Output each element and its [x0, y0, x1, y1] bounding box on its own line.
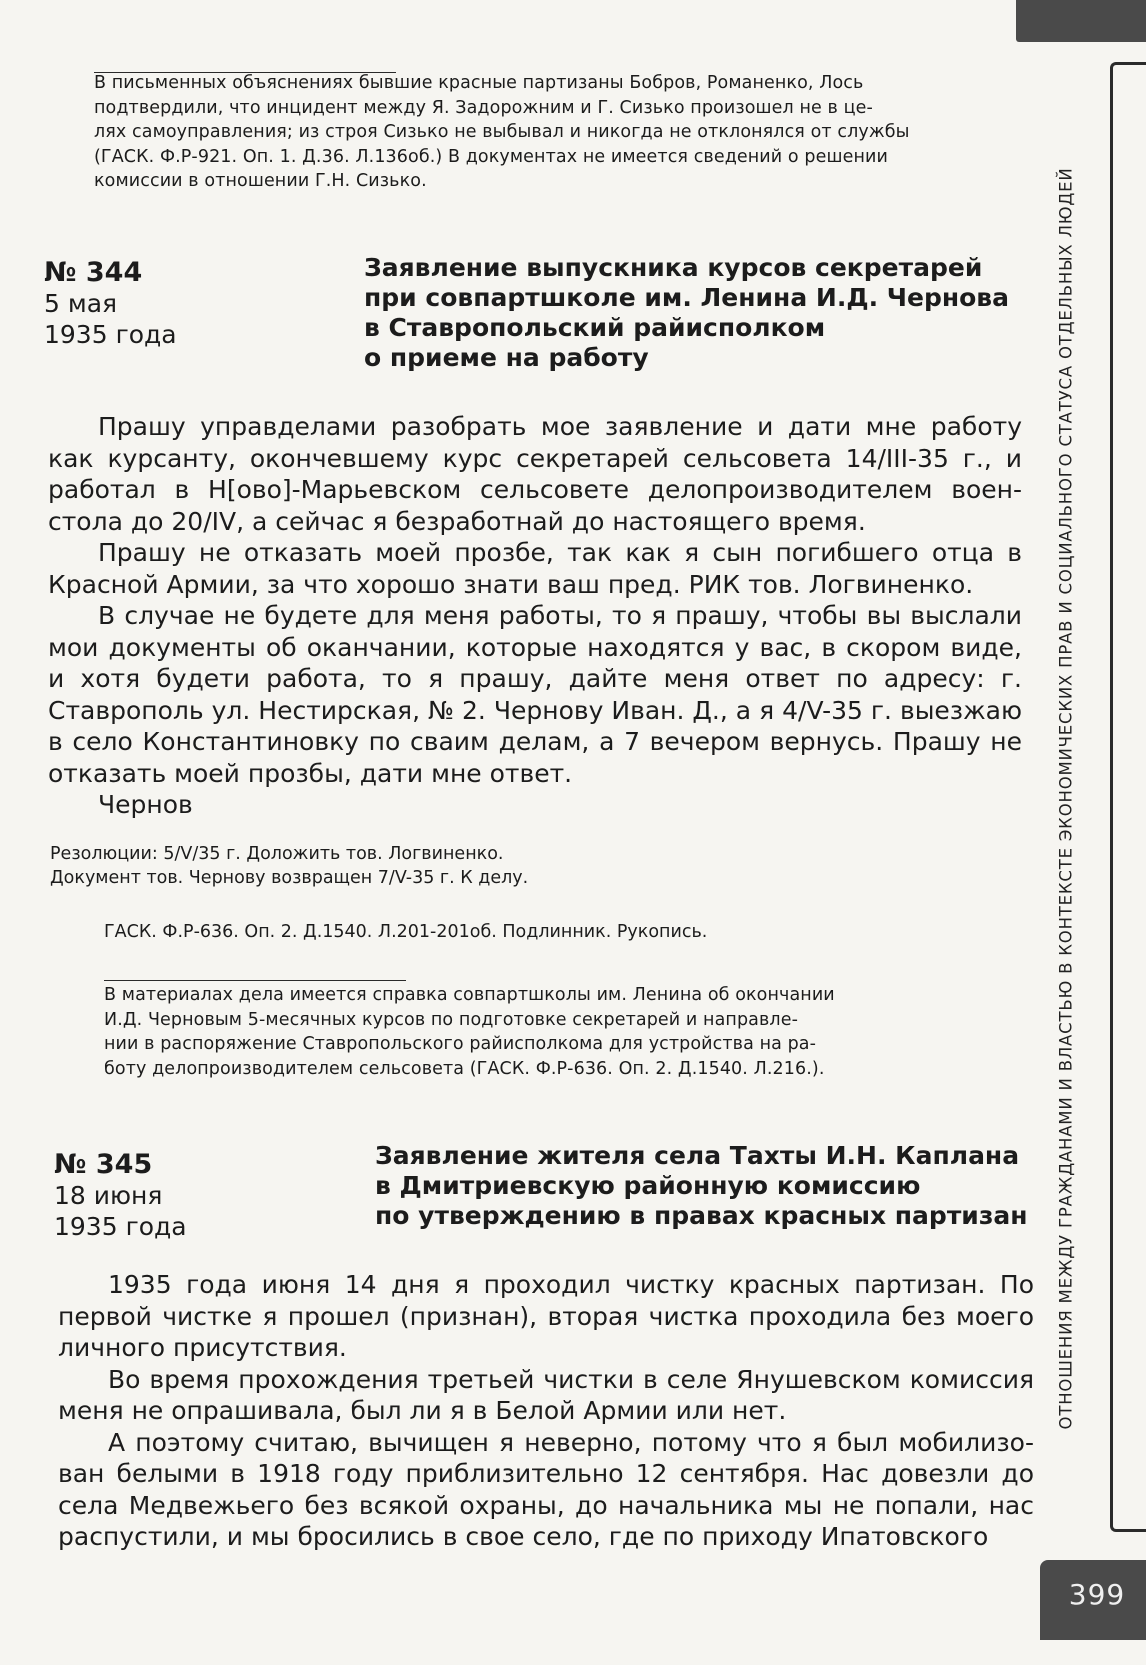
footnote-line: комиссии в отношении Г.Н. Сизько. [94, 171, 427, 191]
footnote-line: (ГАСК. Ф.Р-921. Оп. 1. Д.36. Л.136об.) В документах не имеется сведений о решении [94, 146, 888, 167]
title-line: Заявление жителя села Тахты И.Н. Каплана [375, 1141, 1020, 1170]
doc-344-body [48, 411, 1022, 821]
footnote-line: подтвердили, что инцидент между Я. Задорожним и Г. Сизько произошел не в це- [94, 97, 873, 118]
resolution-line: Документ тов. Чернову возвращен 7/V-35 г. К делу. [50, 868, 529, 888]
note-rule [104, 980, 406, 981]
title-line: по утверждению в правах красных партизан [375, 1201, 1028, 1230]
doc-345-heading [54, 1150, 354, 1242]
footnote-line: лях самоуправления; из строя Сизько не выбывал и никогда не отклонялся от службы [94, 122, 910, 142]
title-line: при совпартшколе им. Ленина И.Д. Чернова [364, 283, 1009, 312]
body-paragraph: Во время прохождения третьей чистки в селе Янушевском комиссия меня не опрашивала, был ли я в Белой Армии или нет. [58, 1364, 1034, 1425]
footnote-line: В письменных объяснениях бывшие красные партизаны Бобров, Романенко, Лось [94, 73, 864, 93]
doc-344-heading [44, 258, 344, 350]
resolution-block [50, 842, 970, 890]
page-number: 399 [1068, 1578, 1126, 1611]
doc-date-year: 1935 года [44, 320, 177, 349]
title-line: Заявление выпускника курсов секретарей [364, 253, 983, 282]
body-paragraph: 1935 года июня 14 дня я проходил чистку красных партизан. По первой чистке я прошел (признан), вторая чистка проходила без моего личного присутствия. [58, 1270, 1034, 1362]
running-title-text: ОТНОШЕНИЯ МЕЖДУ ГРАЖДАНАМИ И ВЛАСТЬЮ В КОНТЕКСТЕ ЭКОНОМИЧЕСКИХ ПРАВ И СОЦИАЛЬНОГО СТАТУСА ОТДЕЛЬНЫХ ЛЮДЕЙ [1056, 167, 1076, 1429]
doc-date-year: 1935 года [54, 1212, 187, 1241]
note-line: В материалах дела имеется справка совпартшколы им. Ленина об окончании [104, 985, 835, 1005]
top-tab-marker [1016, 0, 1146, 42]
running-title [1046, 58, 1086, 1538]
note-line: нии в распоряжение Ставропольского райисполкома для устройства на ра- [104, 1034, 817, 1054]
body-paragraph: В случае не будете для меня работы, то я прашу, чтобы вы выслали мои документы об оканчании, которые находятся у вас, в скором виде, и хотя будети работа, то я прашу, дайте меня ответ по адресу: г. Ставрополь ул. Нестирская, № 2. Чернову Иван. Д., а я 4/V-35 г. выезжаю в село Константиновку по сваим делам, а 7 вечером вернусь. Прашу не отказать моей прозбы, дати мне ответ. [48, 601, 1022, 788]
note-line: боту делопроизводителем сельсовета (ГАСК. Ф.Р-636. Оп. 2. Д.1540. Л.216.). [104, 1058, 825, 1079]
body-paragraph: А поэтому считаю, вычищен я неверно, потому что я был мобилизован белыми в 1918 году приблизительно 12 сентября. Нас довезли до села Медвежьего без всякой охраны, до начальника мы не попали, нас распустили, и мы бросились в свое село, где по приходу Ипатовского [58, 1427, 1034, 1551]
doc-344-note [104, 983, 1028, 1081]
body-paragraph: Прашу не отказать моей прозбе, так как я сын погибшего отца в Красной Армии, за что хорошо знати ваш пред. РИК тов. Логвиненко. [48, 538, 1022, 599]
title-line: в Ставропольский райисполком [364, 313, 826, 342]
footnote-top [94, 71, 1014, 194]
archive-reference: ГАСК. Ф.Р-636. Оп. 2. Д.1540. Л.201-201об. Подлинник. Рукопись. [104, 922, 708, 942]
doc-345-title [375, 1141, 1040, 1231]
title-line: в Дмитриевскую районную комиссию [375, 1171, 921, 1200]
doc-date-day: 18 июня [54, 1181, 163, 1210]
doc-number: № 345 [54, 1149, 153, 1180]
sidebar-frame [1110, 62, 1146, 1532]
title-line: о приеме на работу [364, 343, 649, 372]
doc-number: № 344 [44, 257, 143, 288]
note-line: И.Д. Черновым 5-месячных курсов по подготовке секретарей и направле- [104, 1009, 798, 1030]
body-paragraph: Прашу управделами разобрать мое заявление и дати мне работу как курсанту, окончевшему курс секретарей сельсовета 14/III-35 г., и работал в Н[ово]-Марьевском сельсовете делопроизводителем военстола до 20/IV, а сейчас я безработнай до настоящего время. [48, 412, 1022, 536]
doc-345-body [58, 1269, 1034, 1553]
signature: Чернов [98, 790, 193, 819]
resolution-line: Резолюции: 5/V/35 г. Доложить тов. Логвиненко. [50, 844, 504, 864]
doc-date-day: 5 мая [44, 289, 118, 318]
doc-344-title [364, 253, 1024, 373]
